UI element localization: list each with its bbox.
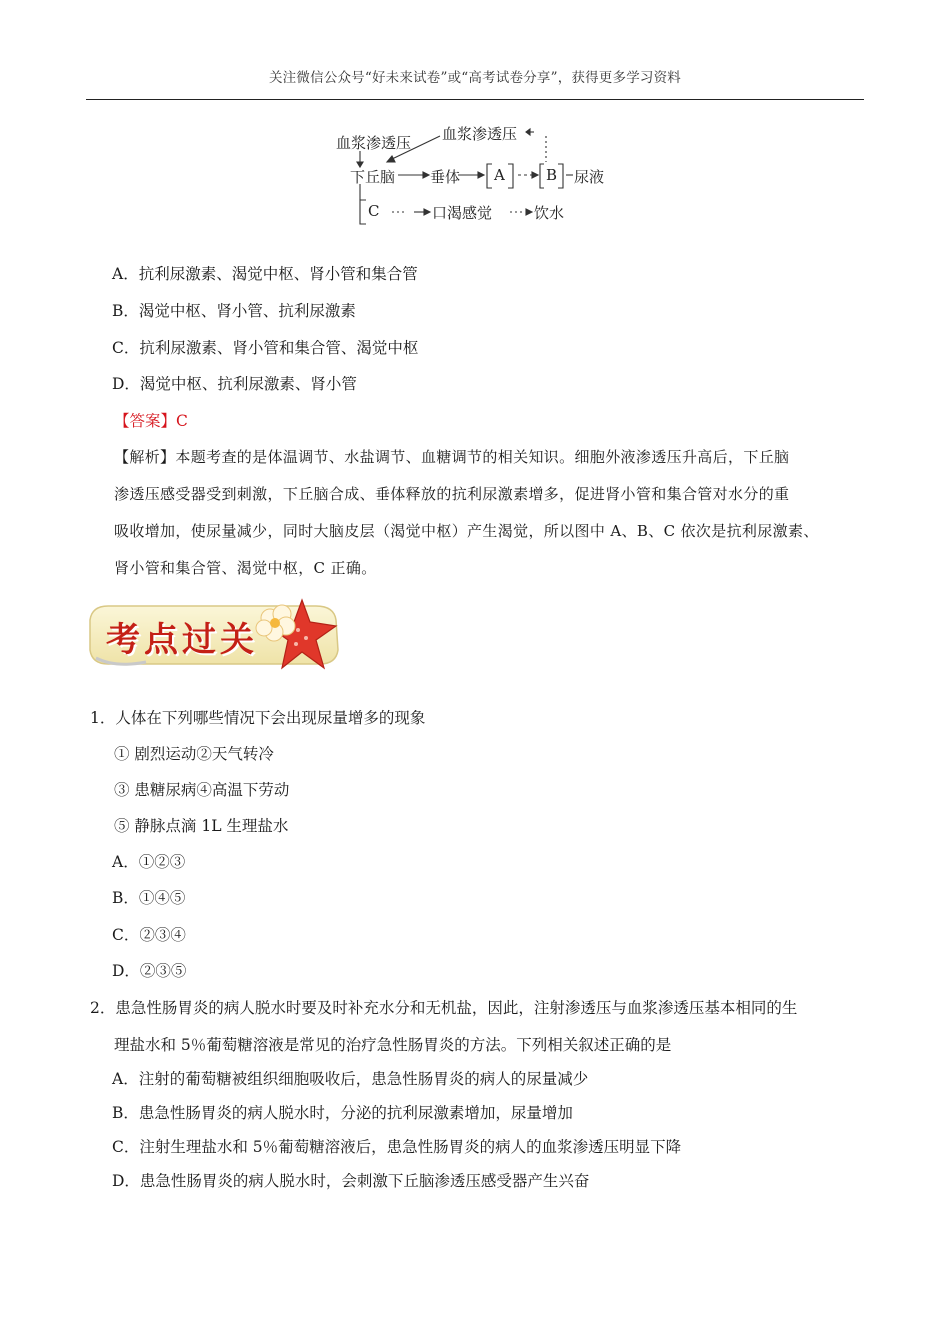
- diagram-box-b: B: [546, 166, 558, 184]
- header-divider: [86, 99, 864, 100]
- diagram-box-c: C: [368, 202, 380, 220]
- diagram-urine: 尿液: [574, 168, 605, 186]
- q2-option-a: A．注射的葡萄糖被组织细胞吸收后，患急性肠胃炎的病人的尿量减少: [112, 1070, 589, 1088]
- diagram-plasma-osmotic-top: 血浆渗透压: [442, 125, 518, 143]
- water-balance-diagram: [330, 120, 620, 230]
- analysis-line-3: 吸收增加，使尿量减少，同时大脑皮层（渴觉中枢）产生渴觉，所以图中 A、B、C 依次是抗利尿激素、: [114, 522, 819, 540]
- q2-stem-line-1: 2．患急性肠胃炎的病人脱水时要及时补充水分和无机盐，因此，注射渗透压与血浆渗透压基本相同的生: [90, 999, 798, 1017]
- q2-option-d: D．患急性肠胃炎的病人脱水时，会刺激下丘脑渗透压感受器产生兴奋: [112, 1172, 590, 1190]
- diagram-drink: 饮水: [534, 204, 565, 222]
- q2-stem-line-2: 理盐水和 5％葡萄糖溶液是常见的治疗急性肠胃炎的方法。下列相关叙述正确的是: [114, 1036, 672, 1054]
- prev-option-b: B．渴觉中枢、肾小管、抗利尿激素: [112, 302, 356, 320]
- q2-option-c: C．注射生理盐水和 5％葡萄糖溶液后，患急性肠胃炎的病人的血浆渗透压明显下降: [112, 1138, 682, 1156]
- q1-item-3: ⑤ 静脉点滴 1L 生理盐水: [114, 817, 289, 835]
- banner-title: 考点过关: [106, 620, 258, 660]
- q1-item-2: ③ 患糖尿病④高温下劳动: [114, 781, 290, 799]
- diagram-box-a: A: [494, 166, 505, 184]
- q1-option-d: D．②③⑤: [112, 962, 187, 980]
- diagram-pituitary: 垂体: [430, 168, 461, 186]
- diagram-thirst: 口渴感觉: [432, 204, 493, 222]
- analysis-line-4: 肾小管和集合管、渴觉中枢，C 正确。: [114, 559, 377, 577]
- page-header: 关注微信公众号“好未来试卷”或“高考试卷分享”，获得更多学习资料: [268, 70, 681, 86]
- diagram-hypothalamus: 下丘脑: [350, 168, 396, 186]
- answer-label: 【答案】C: [114, 412, 188, 430]
- analysis-line-2: 渗透压感受器受到刺激，下丘脑合成、垂体释放的抗利尿激素增多，促进肾小管和集合管对水分的重: [114, 485, 790, 503]
- q1-stem: 1．人体在下列哪些情况下会出现尿量增多的现象: [90, 709, 426, 727]
- q1-option-a: A．①②③: [112, 853, 186, 871]
- section-banner: [86, 598, 356, 672]
- analysis-line-1: 【解析】本题考查的是体温调节、水盐调节、血糖调节的相关知识。细胞外液渗透压升高后，下丘脑: [114, 448, 790, 466]
- diagram-plasma-osmotic-left: 血浆渗透压: [336, 134, 412, 152]
- q1-option-c: C．②③④: [112, 926, 186, 944]
- prev-option-c: C．抗利尿激素、肾小管和集合管、渴觉中枢: [112, 339, 419, 357]
- prev-option-a: A．抗利尿激素、渴觉中枢、肾小管和集合管: [112, 265, 418, 283]
- q1-option-b: B．①④⑤: [112, 889, 186, 907]
- prev-option-d: D．渴觉中枢、抗利尿激素、肾小管: [112, 375, 357, 393]
- q1-item-1: ① 剧烈运动②天气转冷: [114, 745, 274, 763]
- q2-option-b: B．患急性肠胃炎的病人脱水时，分泌的抗利尿激素增加，尿量增加: [112, 1104, 573, 1122]
